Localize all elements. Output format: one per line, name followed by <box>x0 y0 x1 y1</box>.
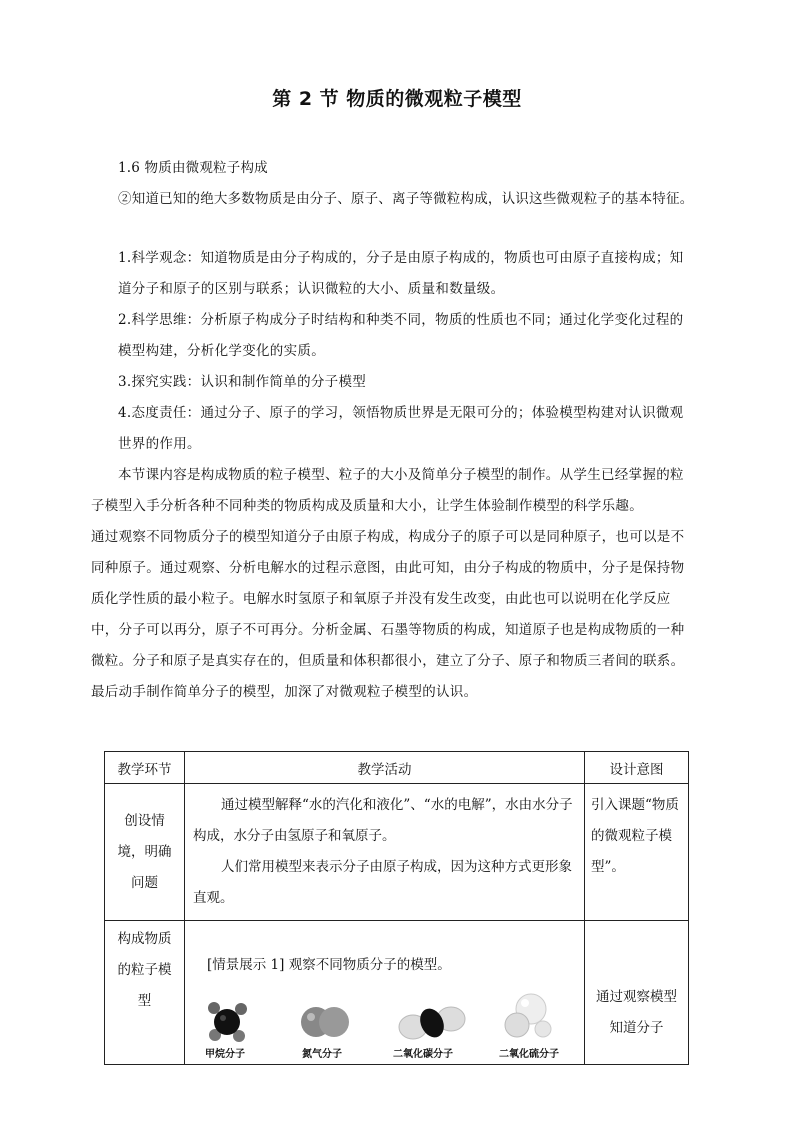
carbon-dioxide-label: 二氧化碳分子 <box>393 1049 453 1060</box>
row2-stage <box>105 921 185 1065</box>
goal-2 <box>118 305 686 367</box>
page-title: 第 2 节 物质的微观粒子模型 <box>272 88 522 110</box>
row1-activity <box>185 784 585 921</box>
sulfur-dioxide-molecule-image <box>501 989 559 1043</box>
table-row <box>105 921 689 1065</box>
standard-code: 1.6 物质由微观粒子构成 <box>118 160 268 176</box>
header-activity: 教学活动 <box>185 752 585 784</box>
row1-intent: 引入课题“物质的微观粒子模型”。 <box>585 784 689 921</box>
row1-activity-line-2: 人们常用模型来表示分子由原子构成，因为这种方式更形象直观。 <box>193 859 572 906</box>
analysis-paragraph-1: 本节课内容是构成物质的粒子模型、粒子的大小及简单分子模型的制作。从学生已经掌握的粒子模型入手分析各种不同种类的物质构成及质量和大小，让学生体验制作模型的科学乐趣。 <box>91 467 684 514</box>
nitrogen-molecule-image <box>298 1005 354 1039</box>
goal-4-text: 4.态度责任：通过分子、原子的学习，领悟物质世界是无限可分的；体验模型构建对认识微观世界的作用。 <box>118 405 684 452</box>
row1-stage <box>105 784 185 921</box>
sulfur-dioxide-label: 二氧化硫分子 <box>499 1049 559 1060</box>
row1-stage-text: 创设情境，明确问题 <box>117 812 172 891</box>
goal-4 <box>118 398 686 460</box>
goal-1 <box>118 243 686 305</box>
nitrogen-label: 氮气分子 <box>302 1049 342 1060</box>
row2-intent <box>585 921 689 1065</box>
analysis-paragraph-2: 通过观察不同物质分子的模型知道分子由原子构成，构成分子的原子可以是同种原子，也可以是不同种原子。通过观察、分析电解水的过程示意图，由此可知，由分子构成的物质中，分子是保持物质化学性质的最小粒子。电解水时氢原子和氧原子并没有发生改变，由此也可以说明在化学反应中，分子可以再分，原子不可再分。分析金属、石墨等物质的构成，知道原子也是构成物质的一种微粒。分子和原子是真实存在的，但质量和体积都很小，建立了分子、原子和物质三者间的联系。最后动手制作简单分子的模型，加深了对微观粒子模型的认识。 <box>91 529 685 700</box>
goal-3-text: 3.探究实践：认识和制作简单的分子模型 <box>118 374 367 390</box>
standard-requirement: ②知道已知的绝大多数物质是由分子、原子、离子等微粒构成，认识这些微观粒子的基本特征。 <box>118 191 694 207</box>
scene-caption: [情景展示 1] 观察不同物质分子的模型。 <box>207 957 451 973</box>
carbon-dioxide-molecule-image <box>397 1003 467 1043</box>
goal-2-text: 2.科学思维：分析原子构成分子时结构和种类不同，物质的性质也不同；通过化学变化过程的模型构建，分析化学变化的实质。 <box>118 312 684 359</box>
table-row <box>105 784 689 921</box>
row1-activity-line-1: 通过模型解释“水的汽化和液化”、“水的电解”，水由水分子构成，水分子由氢原子和氧原子。 <box>193 797 573 844</box>
header-intent: 设计意图 <box>585 752 689 784</box>
lesson-table <box>104 751 689 1065</box>
goal-1-text: 1.科学观念：知道物质是由分子构成的，分子是由原子构成的，物质也可由原子直接构成；知道分子和原子的区别与联系；认识微粒的大小、质量和数量级。 <box>118 250 684 297</box>
table-header-row <box>105 752 689 784</box>
methane-label: 甲烷分子 <box>205 1049 245 1060</box>
row2-activity <box>185 921 585 1065</box>
methane-molecule-image <box>203 999 253 1045</box>
row2-intent-text: 通过观察模型知道分子 <box>596 988 677 1036</box>
header-stage: 教学环节 <box>105 752 185 784</box>
goal-3 <box>118 367 686 398</box>
row2-stage-text: 构成物质的粒子模型 <box>117 931 172 1009</box>
